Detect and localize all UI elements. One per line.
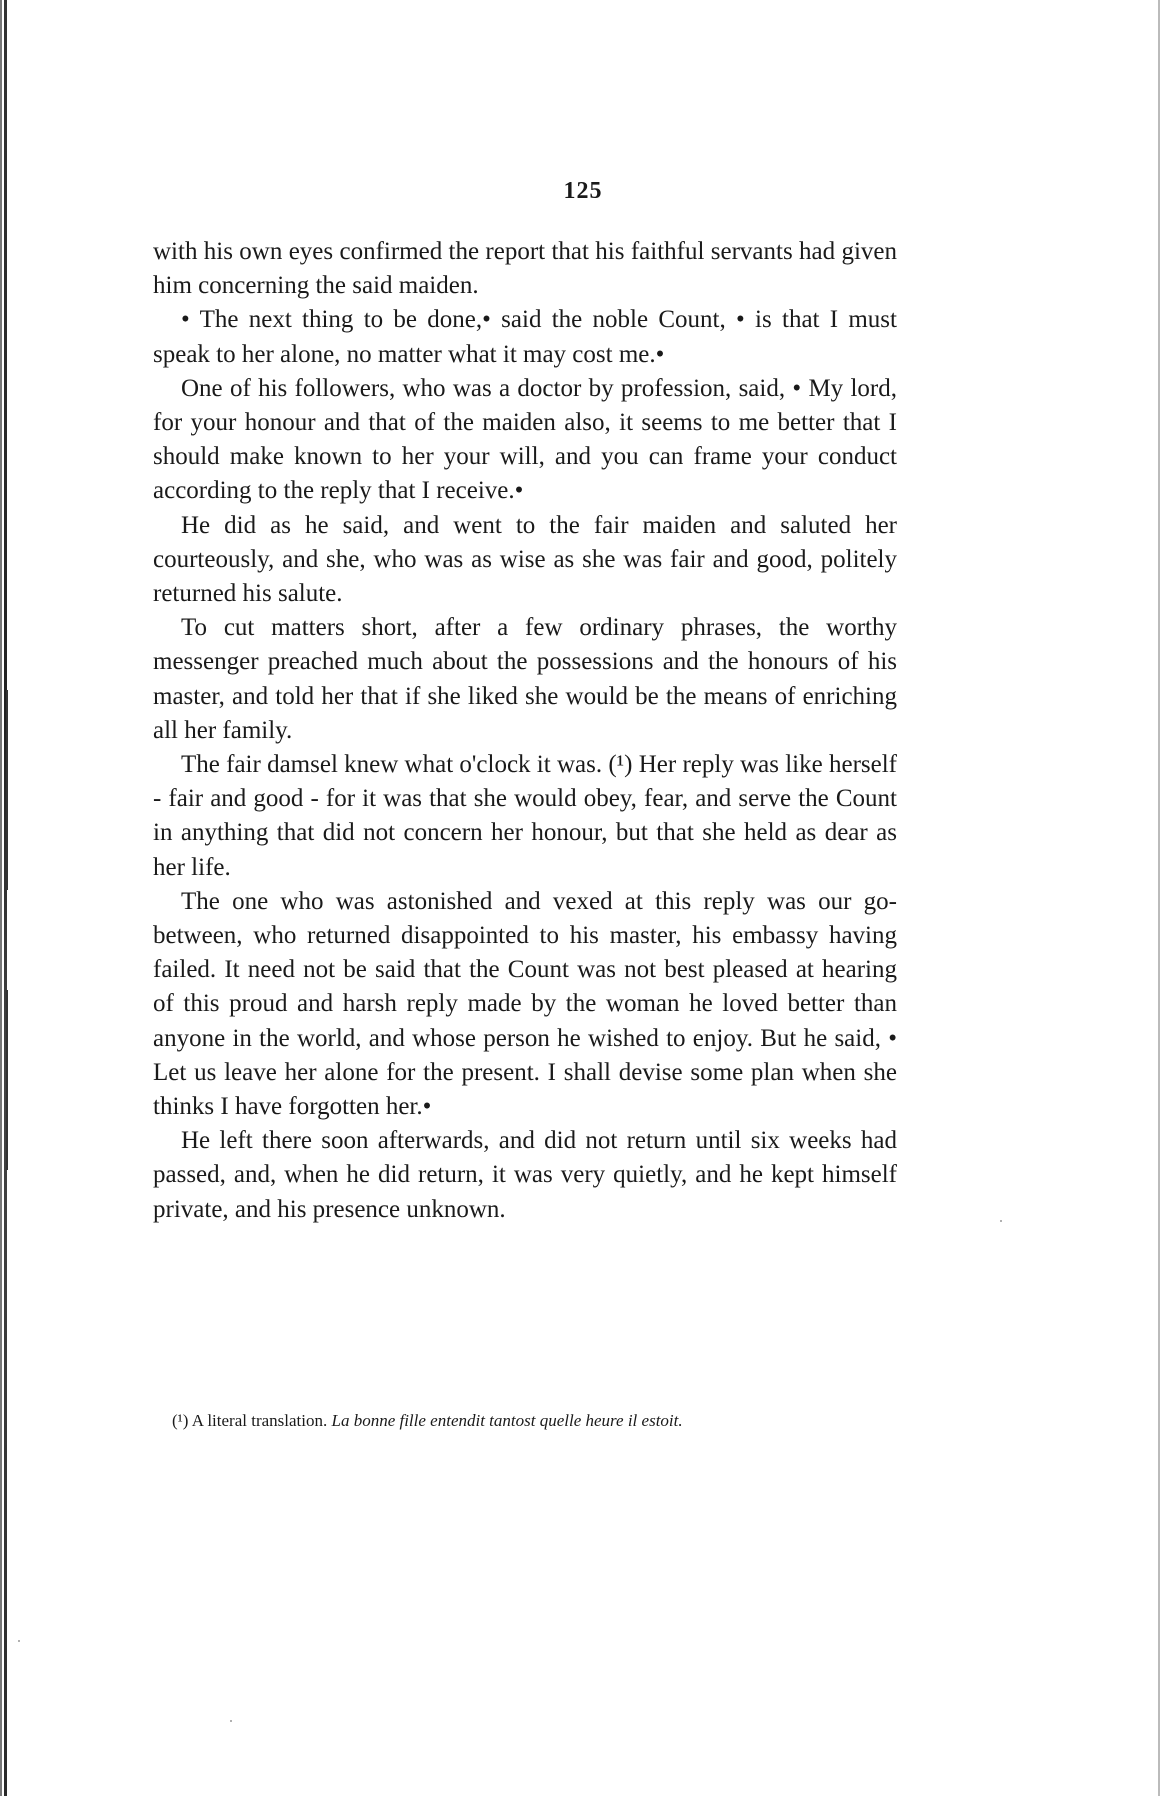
body-text [153,235,897,1227]
paragraph: • The next thing to be done,• said the noble Count, • is that I must speak to her alone, no matter what it may cost me.• [153,306,897,368]
footnote-marker: (¹) [172,1411,189,1430]
page-number: 125 [563,178,603,204]
right-edge [1158,0,1160,1796]
footnote-french-quote: La bonne fille entendit tantost quelle heure il estoit. [331,1411,683,1430]
paragraph: He did as he said, and went to the fair maiden and saluted her courteously, and she, who was as wise as she was fair and good, politely returned his salute. [153,511,897,608]
scan-speck [230,1720,232,1722]
footnote-text: A literal translation. [191,1411,328,1430]
margin-mark [6,690,8,890]
paragraph: The one who was astonished and vexed at this reply was our go-between, who returned disappointed to his master, his embassy having failed. It need not be said that the Count was not best pleased at hearing of this proud and harsh reply made by the woman he loved better than anyone in the world, and whose person he wished to enjoy. But he said, • Let us leave her alone for the present. I shall devise some plan when she thinks I have forgotten her.• [153,887,897,1121]
binding-edge [4,0,7,1796]
scan-speck [1000,1220,1002,1222]
paragraph: One of his followers, who was a doctor by profession, said, • My lord, for your honour and that of the maiden also, it seems to me better that I should make known to her your will, and you can frame your conduct according to the reply that I receive.• [153,374,897,505]
paragraph: The fair damsel knew what o'clock it was. (¹) Her reply was like herself - fair and good - for it was that she would obey, fear, and serve the Count in anything that did not concern her honour, but that she held as dear as her life. [153,751,897,881]
scan-edge-shadow [0,0,2,1796]
footnote [172,1410,897,1432]
paragraph: He left there soon afterwards, and did not return until six weeks had passed, and, when he did return, it was very quietly, and he kept himself private, and his presence unknown. [153,1127,897,1223]
paragraph: To cut matters short, after a few ordinary phrases, the worthy messenger preached much about the possessions and the honours of his master, and told her that if she liked she would be the means of enriching all her family. [153,614,897,744]
paragraph: with his own eyes confirmed the report that his faithful servants had given him concerning the said maiden. [153,238,897,300]
scan-speck [18,1640,20,1642]
margin-mark [6,990,8,1170]
